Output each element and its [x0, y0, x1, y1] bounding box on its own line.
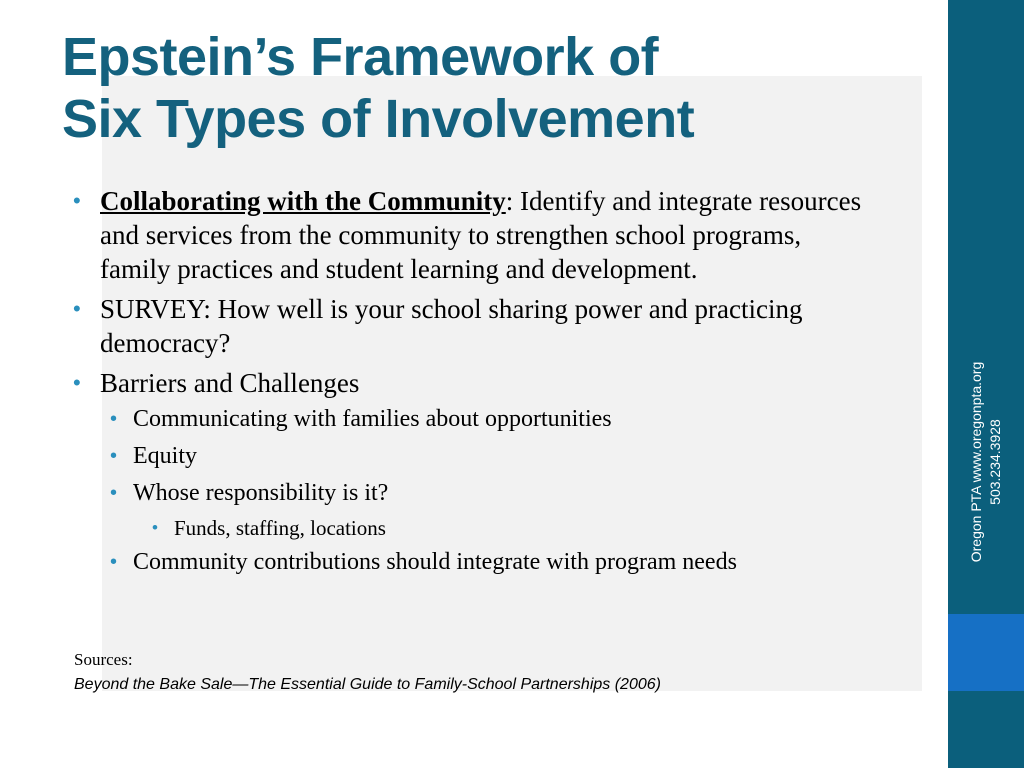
bullet-list	[72, 184, 872, 577]
sub-bullet-list	[100, 404, 912, 508]
bullet-dot-icon: •	[73, 188, 81, 213]
sub-sub-bullet-item	[100, 515, 912, 541]
sidebar-phone: 503.234.3928	[987, 419, 1003, 505]
sub-bullet-item	[100, 547, 912, 577]
bullet-dot-icon: •	[110, 551, 118, 573]
bullet-dot-icon: •	[110, 482, 118, 504]
sub-bullet-item	[100, 441, 912, 471]
sub-sub-bullet-list	[100, 515, 912, 541]
bullet-term: Collaborating with the Community	[100, 186, 506, 216]
sources	[74, 648, 934, 698]
bullet-item-barriers	[72, 366, 912, 577]
sub-bullet-item	[100, 478, 912, 508]
bullet-dot-icon: •	[152, 518, 158, 537]
sidebar	[948, 0, 1024, 768]
sub-sub-bullet-text: Funds, staffing, locations	[174, 516, 386, 540]
bullet-dot-icon: •	[110, 445, 118, 467]
bullet-dot-icon: •	[73, 370, 81, 395]
bullet-text: Barriers and Challenges	[100, 368, 360, 398]
sidebar-org: Oregon PTA www.oregonpta.org	[968, 361, 984, 563]
bullet-item-collaborating	[72, 184, 872, 286]
sub-bullet-text: Community contributions should integrate with program needs	[133, 549, 737, 575]
bullet-text: SURVEY: How well is your school sharing power and practicing democracy?	[100, 294, 803, 358]
sub-bullet-item	[100, 404, 912, 434]
sub-bullet-text: Communicating with families about opportunities	[133, 406, 612, 432]
bullet-item-survey	[72, 292, 872, 360]
sub-bullet-text: Equity	[133, 443, 197, 469]
sources-label: Sources:	[74, 650, 133, 669]
slide-title	[62, 26, 694, 150]
sidebar-accent	[948, 614, 1024, 691]
sub-bullet-list	[100, 547, 912, 577]
bullet-dot-icon: •	[110, 408, 118, 430]
sidebar-contact	[967, 362, 1005, 563]
title-line-2: Six Types of Involvement	[62, 89, 695, 149]
title-line-1: Epstein’s Framework of	[62, 27, 659, 87]
sources-citation: Beyond the Bake Sale—The Essential Guide to Family-School Partnerships (2006)	[74, 676, 661, 693]
slide-body	[72, 184, 872, 584]
bullet-text: : Identify and integrate resources and services from the community to strengthen school programs, family practices and student learning and development.	[100, 186, 862, 284]
sub-bullet-text: Whose responsibility is it?	[133, 480, 389, 506]
bullet-dot-icon: •	[73, 296, 81, 321]
